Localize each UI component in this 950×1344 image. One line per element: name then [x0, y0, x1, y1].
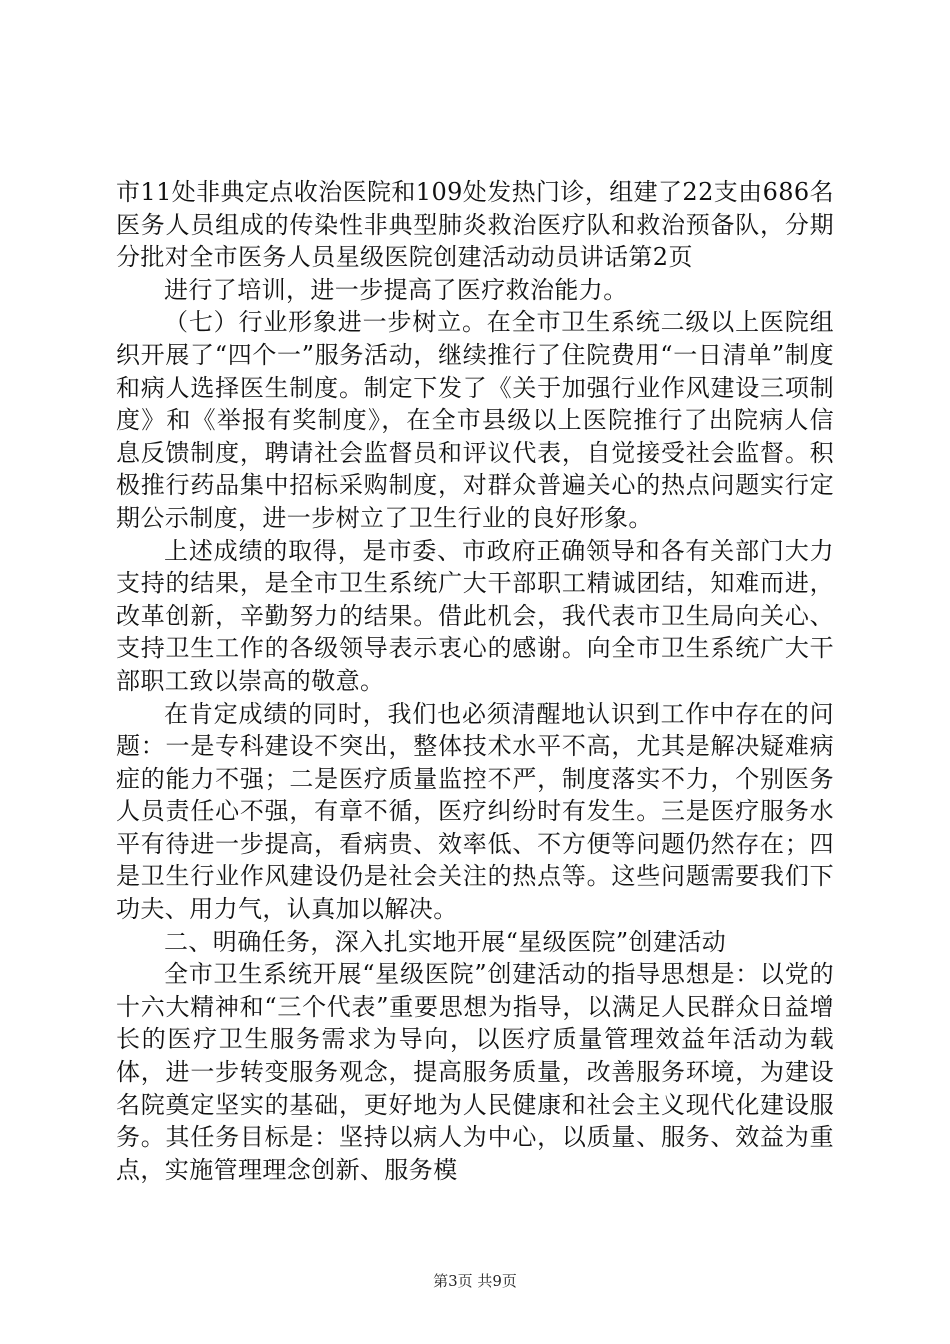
paragraph-achievements: 上述成绩的取得，是市委、市政府正确领导和各有关部门大力支持的结果，是全市卫生系统广大干部职工精诚团结，知难而进，改革创新，辛勤努力的结果。借此机会，我代表市卫生局向关心、支持卫生工作的各级领导表示衷心的感谢。向全市卫生系统广大干部职工致以崇高的敬意。	[116, 536, 834, 695]
paragraph-guiding-thought: 全市卫生系统开展“星级医院”创建活动的指导思想是：以党的十六大精神和“三个代表”重要思想为指导，以满足人民群众日益增长的医疗卫生服务需求为导向，以医疗质量管理效益年活动为载体，进一步转变服务观念，提高服务质量，改善服务环境，为建设名院奠定坚实的基础，更好地为人民健康和社会主义现代化建设服务。其任务目标是：坚持以病人为中心，以质量、服务、效益为重点，实施管理理念创新、服务模	[116, 960, 834, 1184]
paragraph-problems: 在肯定成绩的同时，我们也必须清醒地认识到工作中存在的问题：一是专科建设不突出，整体技术水平不高，尤其是解决疑难病症的能力不强；二是医疗质量监控不严，制度落实不力，个别医务人员责任心不强，有章不循，医疗纠纷时有发生。三是医疗服务水平有待进一步提高，看病贵、效率低、不方便等问题仍然存在；四是卫生行业作风建设仍是社会关注的热点等。这些问题需要我们下功夫、用力气，认真加以解决。	[116, 699, 834, 924]
page-footer	[0, 1271, 950, 1291]
paragraph-continuation: 市11处非典定点收治医院和109处发热门诊，组建了22支由686名医务人员组成的传染性非典型肺炎救治医疗队和救治预备队，分期分批对全市医务人员星级医院创建活动动员讲话第2页	[116, 178, 834, 272]
document-body	[116, 176, 834, 1186]
section-heading-two: 二、明确任务，深入扎实地开展“星级医院”创建活动	[164, 927, 727, 956]
paragraph-training: 进行了培训，进一步提高了医疗救治能力。	[164, 275, 628, 304]
paragraph-industry-image: （七）行业形象进一步树立。在全市卫生系统二级以上医院组织开展了“四个一”服务活动，继续推行了住院费用“一日清单”制度和病人选择医生制度。制定下发了《关于加强行业作风建设三项制度》和《举报有奖制度》，在全市县级以上医院推行了出院病人信息反馈制度，聘请社会监督员和评议代表，自觉接受社会监督。积极推行药品集中招标采购制度，对群众普遍关心的热点问题实行定期公示制度，进一步树立了卫生行业的良好形象。	[116, 308, 834, 532]
page-indicator: 第3页 共9页	[433, 1272, 517, 1290]
